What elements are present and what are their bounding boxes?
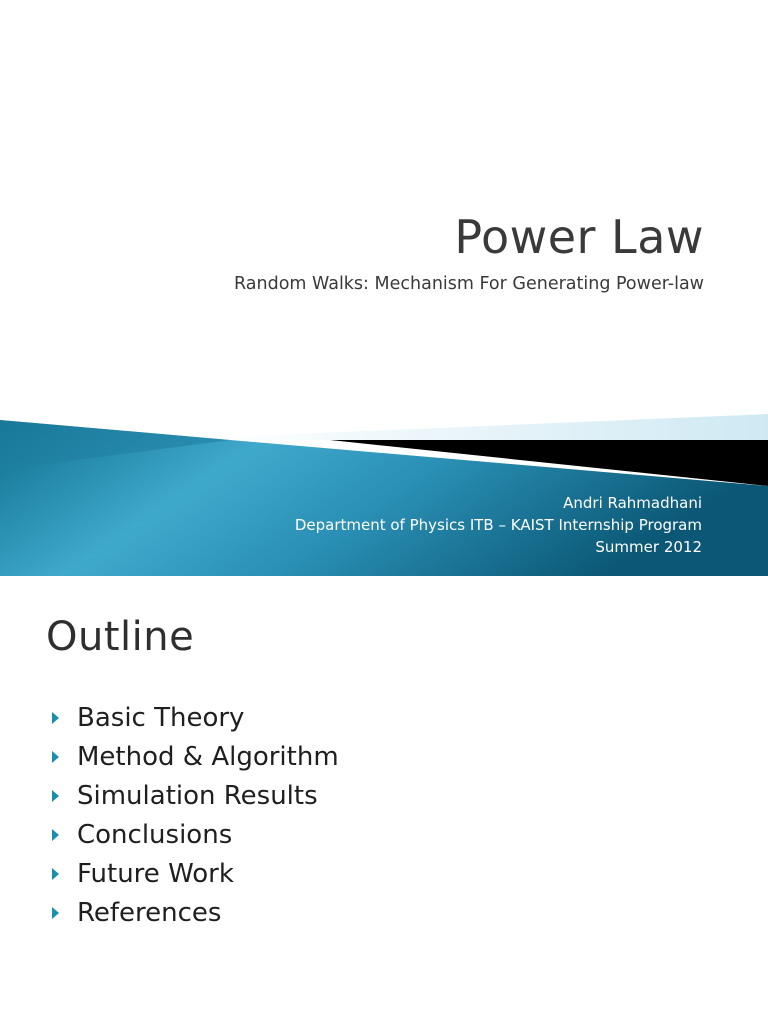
outline-slide: [0, 576, 768, 1024]
outline-title: Outline: [46, 614, 195, 660]
triangle-right-icon: [52, 790, 59, 802]
author-name: Andri Rahmadhani: [563, 494, 702, 512]
list-item-label: Future Work: [77, 858, 234, 889]
triangle-right-icon: [52, 829, 59, 841]
outline-list: [52, 698, 339, 932]
list-item: [52, 698, 339, 737]
list-item: [52, 737, 339, 776]
slide-title: Power Law: [454, 210, 704, 264]
list-item-label: References: [77, 897, 222, 928]
list-item: [52, 854, 339, 893]
list-item: [52, 776, 339, 815]
triangle-right-icon: [52, 868, 59, 880]
date: Summer 2012: [595, 538, 702, 556]
author-block: [295, 492, 702, 558]
list-item-label: Simulation Results: [77, 780, 318, 811]
slide-subtitle: Random Walks: Mechanism For Generating Power-law: [234, 274, 704, 294]
list-item-label: Conclusions: [77, 819, 233, 850]
list-item-label: Method & Algorithm: [77, 741, 339, 772]
list-item: [52, 815, 339, 854]
triangle-right-icon: [52, 712, 59, 724]
list-item-label: Basic Theory: [77, 702, 245, 733]
triangle-right-icon: [52, 907, 59, 919]
list-item: [52, 893, 339, 932]
banner-pale-strip: [200, 414, 768, 440]
triangle-right-icon: [52, 751, 59, 763]
department: Department of Physics ITB – KAIST Internship Program: [294, 516, 702, 534]
